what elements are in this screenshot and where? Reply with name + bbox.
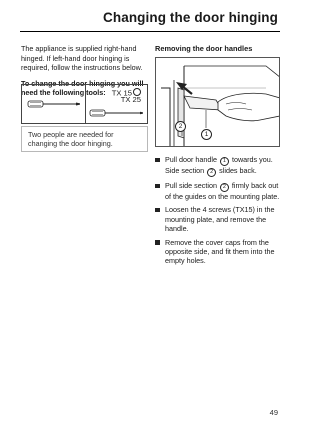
header-divider (20, 31, 280, 32)
callout-ref-2: 2 (220, 183, 229, 192)
bullet (155, 208, 160, 213)
torx-25-label: TX 25 (120, 95, 141, 104)
callout-ref-2: 2 (207, 168, 216, 177)
torx-15-label: TX 15 (112, 88, 141, 98)
flat-screwdriver-icon (22, 85, 85, 123)
step-cover-caps: Remove the cover caps from the opposite side, and fit them into the empty holes. (155, 238, 283, 266)
torx-screwdriver-icon (86, 85, 148, 123)
removal-column (155, 44, 283, 54)
removal-heading: Removing the door handles (155, 44, 253, 53)
screwdriver-cell (22, 85, 85, 123)
door-handle-illustration (155, 57, 280, 147)
step-loosen-screws: Loosen the 4 screws (TX15) in the mounting plate, and remove the handle. (155, 205, 283, 233)
note-box (21, 126, 148, 152)
callout-1: 1 (201, 129, 212, 140)
callout-2: 2 (175, 121, 186, 132)
bullet (155, 158, 160, 163)
tools-table (21, 84, 148, 124)
bullet (155, 240, 160, 245)
intro-paragraph: The appliance is supplied right-hand hinged. If left-hand door hinging is required, follow the instructions below. (21, 44, 143, 73)
tools-heading: To change the door hinging you will need the following tools: (21, 78, 144, 98)
step-pull-side-section: Pull side section 2 firmly back out of the guides on the mounting plate. (155, 181, 283, 201)
page-number: 49 (269, 408, 278, 417)
bullet (155, 184, 160, 189)
callout-ref-1: 1 (220, 157, 229, 166)
torx-cell (85, 85, 147, 123)
page-header (0, 0, 300, 38)
removal-steps (155, 155, 283, 270)
step-pull-handle: Pull door handle 1 towards you. Side section 2 slides back. (155, 155, 283, 177)
door-handle-drawing (156, 58, 280, 147)
page-title: Changing the door hinging (103, 10, 278, 25)
note-text: Two people are needed for changing the door hinging. (28, 130, 114, 149)
